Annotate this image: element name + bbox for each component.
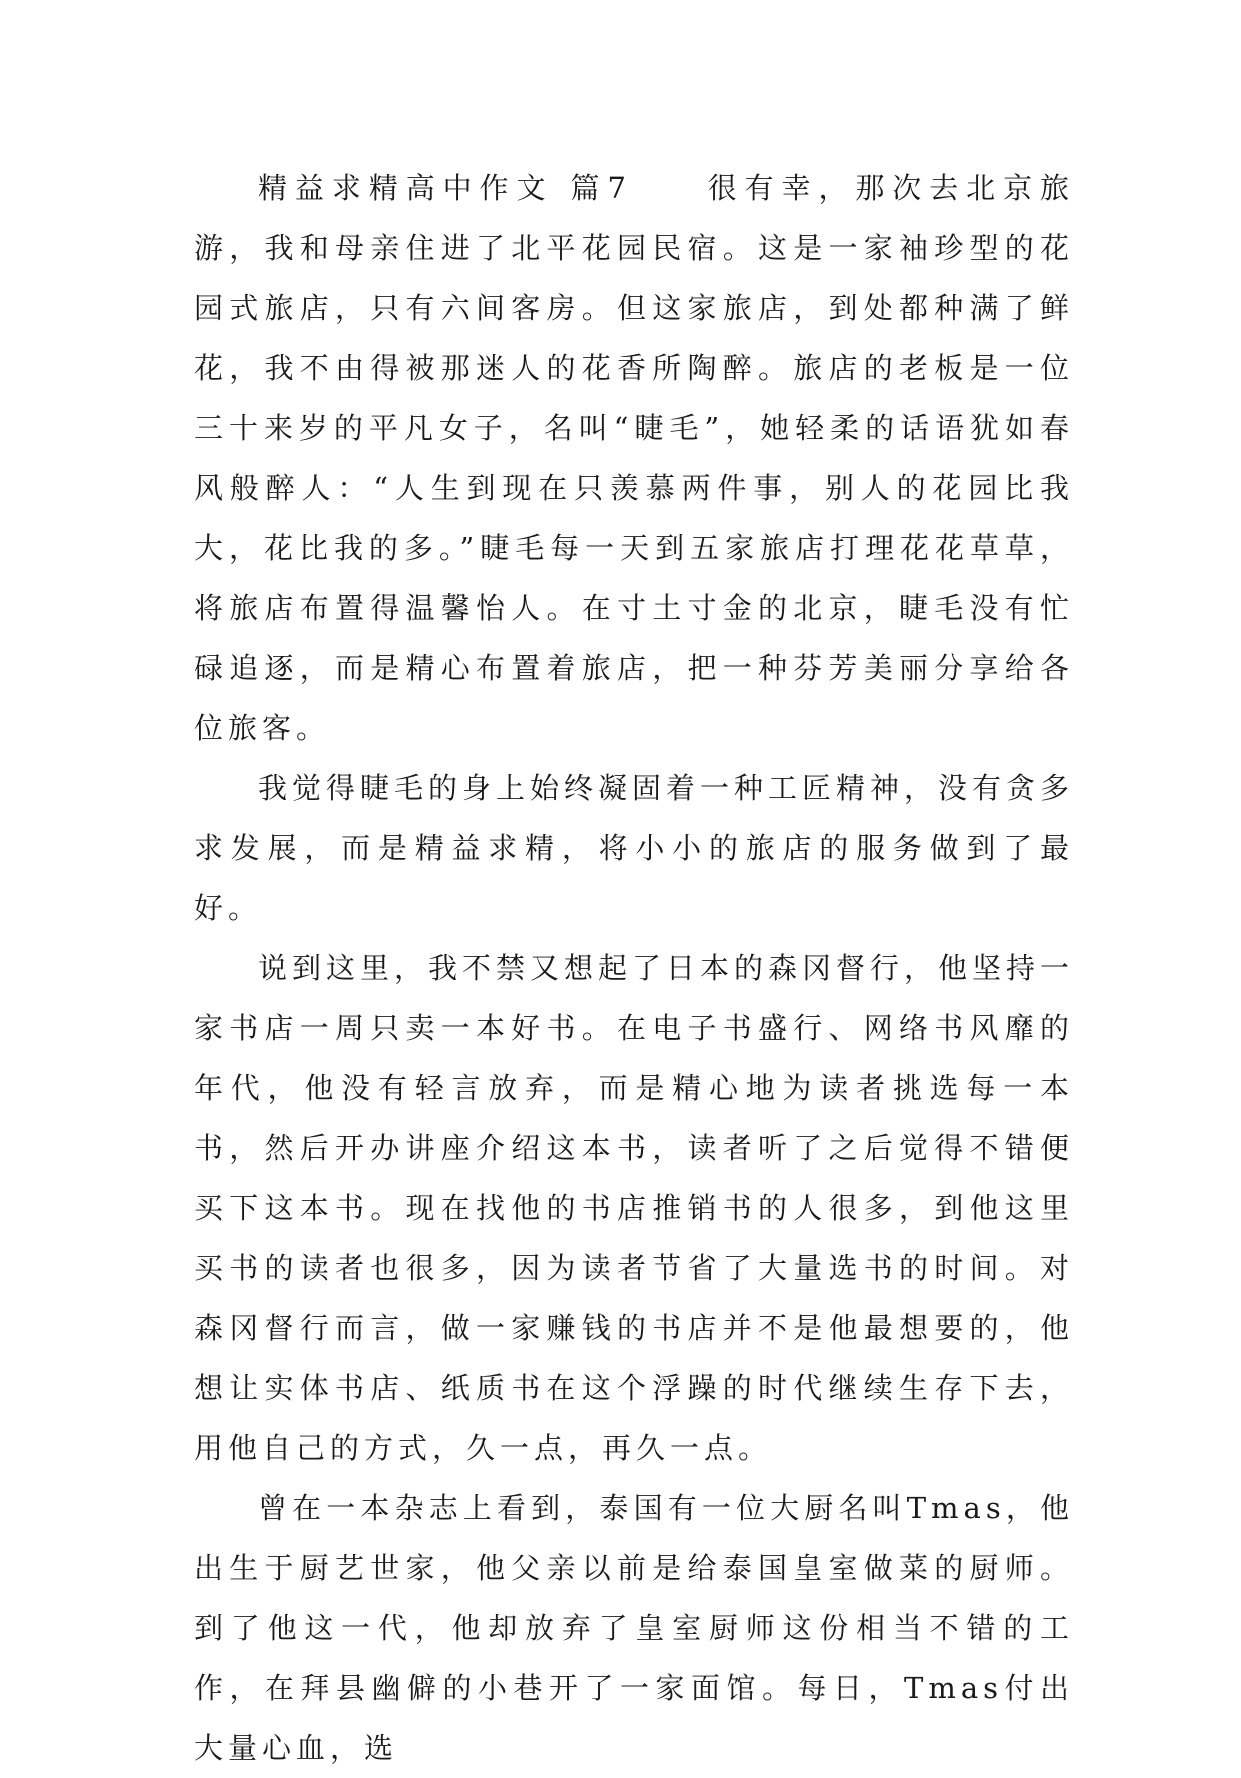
paragraph-3: 说到这里，我不禁又想起了日本的森冈督行，他坚持一家书店一周只卖一本好书。在电子书盛行、网络书风靡的年代，他没有轻言放弃，而是精心地为读者挑选每一本书，然后开办讲座介绍这本书，读者听了之后觉得不错便买下这本书。现在找他的书店推销书的人很多，到他这里买书的读者也很多，因为读者节省了大量选书的时间。对森冈督行而言，做一家赚钱的书店并不是他最想要的，他想让实体书店、纸质书在这个浮躁的时代继续生存下去，用他自己的方式，久一点，再久一点。 xyxy=(194,951,1075,1465)
paragraph-2: 我觉得睫毛的身上始终凝固着一种工匠精神，没有贪多求发展，而是精益求精，将小小的旅店的服务做到了最好。 xyxy=(194,771,1075,925)
paragraph-1: 精益求精高中作文 篇7 很有幸，那次去北京旅游，我和母亲住进了北平花园民宿。这是一家袖珍型的花园式旅店，只有六间客房。但这家旅店，到处都种满了鲜花，我不由得被那迷人的花香所陶醉。旅店的老板是一位三十来岁的平凡女子，名叫“睫毛”，她轻柔的话语犹如春风般醉人：“人生到现在只羡慕两件事，别人的花园比我大，花比我的多。”睫毛每一天到五家旅店打理花花草草，将旅店布置得温馨怡人。在寸土寸金的北京，睫毛没有忙碌追逐，而是精心布置着旅店，把一种芬芳美丽分享给各位旅客。 xyxy=(194,171,1074,745)
paragraph-4: 曾在一本杂志上看到，泰国有一位大厨名叫Tmas，他出生于厨艺世家，他父亲以前是给泰国皇室做菜的厨师。到了他这一代，他却放弃了皇室厨师这份相当不错的工作，在拜县幽僻的小巷开了一家面馆。每日，Tmas付出大量心血，选 xyxy=(194,1491,1074,1765)
essay-body xyxy=(194,158,1074,1778)
